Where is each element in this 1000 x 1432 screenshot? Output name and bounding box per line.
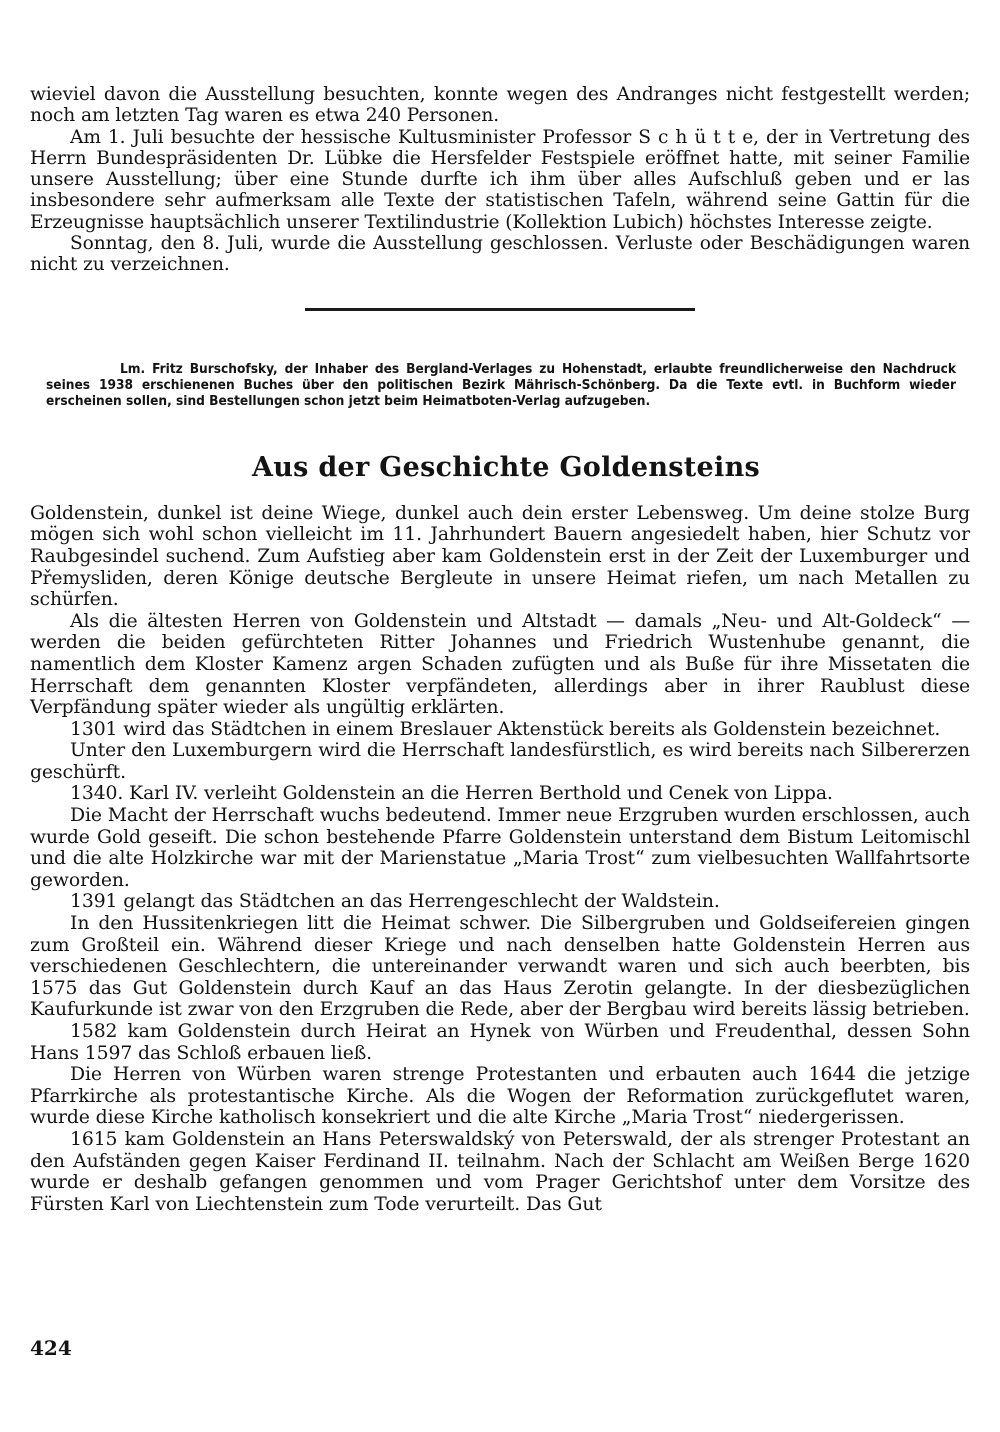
paragraph: In den Hussitenkriegen litt die Heimat schwer. Die Silbergruben und Goldseifereien gingen zum Großteil ein. Während dieser Kriege und nach denselben hatte Goldenstein Herren aus verschiedenen Geschlechtern, die untereinander verwandt waren und sich auch beerbten, bis 1575 das Gut Goldenstein durch Kauf an das Haus Zerotin gelangte. In der diesbezüglichen Kaufurkunde ist zwar von den Erzgruben die Rede, aber der Bergbau wird bereits lässig betrieben. [30,913,970,1021]
top-section [30,84,970,276]
paragraph: Die Macht der Herrschaft wuchs bedeutend. Immer neue Erzgruben wurden erschlossen, auch wurde Gold geseift. Die schon bestehende Pfarre Goldenstein unterstand dem Bistum Leitomischl und die alte Holzkirche war mit der Marienstatue „Maria Trost“ zum vielbesuchten Wallfahrtsorte geworden. [30,805,970,891]
article-title: Aus der Geschichte Goldensteins [252,451,760,483]
paragraph: Unter den Luxemburgern wird die Herrschaft landesfürstlich, es wird bereits nach Silbererzen geschürft. [30,740,970,783]
paragraph: Als die ältesten Herren von Goldenstein und Altstadt — damals „Neu- und Alt-Goldeck“ — werden die beiden gefürchteten Ritter Johannes und Friedrich Wustenhube genannt, die namentlich dem Kloster Kamenz argen Schaden zufügten und als Buße für ihre Missetaten die Herrschaft dem genannten Kloster verpfändeten, allerdings aber in ihrer Raublust diese Verpfändung später wieder als ungültig erklärten. [30,610,970,719]
paragraph: 1391 gelangt das Städtchen an das Herrengeschlecht der Waldstein. [70,891,720,913]
article-body [30,503,970,1216]
paragraph: 1301 wird das Städtchen in einem Breslauer Aktenstück bereits als Goldenstein bezeichnet. [70,718,941,740]
page-content [30,84,970,1215]
paragraph: Goldenstein, dunkel ist deine Wiege, dunkel auch dein erster Lebensweg. Um deine stolze Burg mögen sich wohl schon vielleicht im 11. Jahrhundert Bauern angesiedelt haben, hier Schutz vor Raubgesindel suchend. Zum Aufstieg aber kam Goldenstein erst in der Zeit der Luxemburger und Přemysliden, deren Könige deutsche Bergleute in unsere Heimat riefen, um nach Metallen zu schürfen. [30,502,970,611]
paragraph: 1340. Karl IV. verleiht Goldenstein an die Herren Berthold und Cenek von Lippa. [70,783,833,805]
paragraph: wieviel davon die Ausstellung besuchten, konnte wegen des Andranges nicht festgestellt werden; noch am letzten Tag waren es etwa 240 Personen. [30,84,970,127]
editor-note: Lm. Fritz Burschofsky, der Inhaber des Bergland-Verlages zu Hohenstadt, erlaubte freundlicherweise den Nachdruck seines 1938 erschienenen Buches über den politischen Bezirk Mährisch-Schönberg. Da die Texte evtl. in Buchform wieder erscheinen sollen, sind Bestellungen schon jetzt beim Heimatboten-Verlag aufzugeben. [46,360,956,409]
paragraph: Am 1. Juli besuchte der hessische Kultusminister Professor S c h ü t t e, der in Vertretung des Herrn Bundespräsidenten Dr. Lübke die Hersfelder Festspiele eröffnet hatte, mit seiner Familie unsere Ausstellung; über eine Stunde durfte ich ihm über alles Aufschluß geben und er las insbesondere sehr aufmerksam alle Texte der statistischen Tafeln, während seine Gattin für die Erzeugnisse hauptsächlich unserer Textilindustrie (Kollektion Lubich) höchstes Interesse zeigte. [30,126,970,233]
page-number: 424 [30,1336,72,1360]
paragraph: 1615 kam Goldenstein an Hans Peterswaldský von Peterswald, der als strenger Protestant an den Aufständen gegen Kaiser Ferdinand II. teilnahm. Nach der Schlacht am Weißen Berge 1620 wurde er deshalb gefangen genommen und vom Prager Gerichtshof unter dem Vorsitze des Fürsten Karl von Liechtenstein zum Tode verurteilt. Das Gut [30,1128,970,1215]
paragraph: Die Herren von Würben waren strenge Protestanten und erbauten auch 1644 die jetzige Pfarrkirche als protestantische Kirche. Als die Wogen der Reformation zurückgeflutet waren, wurde diese Kirche katholisch konsekriert und die alte Kirche „Maria Trost“ niedergerissen. [30,1064,970,1129]
section-divider [305,308,695,311]
paragraph: 1582 kam Goldenstein durch Heirat an Hynek von Würben und Freudenthal, dessen Sohn Hans 1597 das Schloß erbauen ließ. [30,1021,970,1064]
paragraph: Sonntag, den 8. Juli, wurde die Ausstellung geschlossen. Verluste oder Beschädigungen waren nicht zu verzeichnen. [30,233,970,276]
